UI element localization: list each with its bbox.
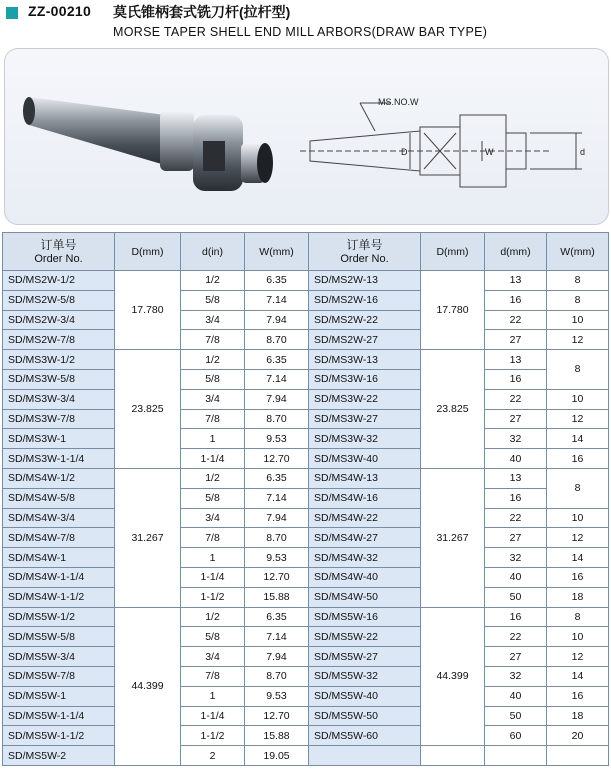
table-row	[3, 508, 609, 528]
W-cell: 8	[547, 350, 609, 390]
order-no-cell: SD/MS4W-1-1/2	[3, 587, 115, 607]
d-mm-cell: 22	[485, 310, 547, 330]
W-cell: 10	[547, 310, 609, 330]
d-mm-cell: 40	[485, 567, 547, 587]
d-in-cell: 1-1/2	[181, 726, 245, 746]
d-in-cell: 1/2	[181, 271, 245, 291]
W-cell: 7.94	[245, 508, 309, 528]
d-mm-cell: 16	[485, 488, 547, 508]
W-cell: 12	[547, 409, 609, 429]
table-header-row	[3, 233, 609, 271]
d-in-cell: 1	[181, 548, 245, 568]
D-cell: 44.399	[115, 607, 181, 765]
order-no-cell: SD/MS3W-3/4	[3, 389, 115, 409]
d-mm-cell: 40	[485, 686, 547, 706]
W-cell: 12	[547, 330, 609, 350]
order-no-cell: SD/MS2W-22	[309, 310, 421, 330]
table-row	[3, 468, 609, 488]
order-no-cell: SD/MS3W-1/2	[3, 350, 115, 370]
order-no-cell: SD/MS2W-3/4	[3, 310, 115, 330]
table-row	[3, 429, 609, 449]
order-no-cell: SD/MS3W-40	[309, 449, 421, 469]
table-row	[3, 548, 609, 568]
d-in-cell: 7/8	[181, 330, 245, 350]
W-cell: 20	[547, 726, 609, 746]
D-cell-empty	[421, 746, 485, 766]
table-row	[3, 706, 609, 726]
d-mm-cell: 22	[485, 389, 547, 409]
d-mm-cell: 16	[485, 369, 547, 389]
product-image-panel	[4, 48, 609, 225]
page-header	[0, 0, 611, 44]
d-in-cell: 2	[181, 746, 245, 766]
W-cell: 12	[547, 528, 609, 548]
title-english: MORSE TAPER SHELL END MILL ARBORS(DRAW BAR TYPE)	[113, 25, 488, 39]
table-row	[3, 587, 609, 607]
product-code: ZZ-00210	[28, 3, 92, 19]
W-cell: 16	[547, 686, 609, 706]
order-no-cell: SD/MS2W-27	[309, 330, 421, 350]
d-in-cell: 3/4	[181, 508, 245, 528]
d-mm-cell: 13	[485, 468, 547, 488]
W-cell: 12.70	[245, 567, 309, 587]
technical-drawing	[300, 97, 600, 191]
order-no-cell: SD/MS3W-1	[3, 429, 115, 449]
d-in-cell: 1-1/4	[181, 706, 245, 726]
order-no-cell: SD/MS5W-40	[309, 686, 421, 706]
order-no-cell: SD/MS3W-1-1/4	[3, 449, 115, 469]
W-cell: 7.14	[245, 290, 309, 310]
specification-table	[2, 232, 609, 766]
W-cell: 6.35	[245, 607, 309, 627]
W-cell: 18	[547, 587, 609, 607]
d-in-cell: 5/8	[181, 290, 245, 310]
W-cell: 8	[547, 468, 609, 508]
W-cell: 8	[547, 290, 609, 310]
pilot-end-shape	[257, 143, 273, 183]
W-cell: 14	[547, 666, 609, 686]
drive-key-shape	[203, 141, 225, 171]
W-cell: 10	[547, 508, 609, 528]
order-no-cell: SD/MS2W-5/8	[3, 290, 115, 310]
d-in-cell: 7/8	[181, 666, 245, 686]
W-cell: 16	[547, 449, 609, 469]
order-no-cell: SD/MS5W-1-1/2	[3, 726, 115, 746]
d-in-cell: 5/8	[181, 369, 245, 389]
W-cell: 8	[547, 607, 609, 627]
order-no-cell: SD/MS5W-5/8	[3, 627, 115, 647]
table-row	[3, 726, 609, 746]
W-cell: 7.14	[245, 488, 309, 508]
table-row	[3, 310, 609, 330]
order-no-cell: SD/MS4W-1-1/4	[3, 567, 115, 587]
W-cell: 8.70	[245, 528, 309, 548]
order-no-cell: SD/MS2W-1/2	[3, 271, 115, 291]
table-row	[3, 567, 609, 587]
W-cell: 18	[547, 706, 609, 726]
table-row	[3, 686, 609, 706]
W-cell: 7.14	[245, 627, 309, 647]
W-cell: 7.94	[245, 310, 309, 330]
d-in-cell: 1/2	[181, 607, 245, 627]
order-no-cell: SD/MS5W-1-1/4	[3, 706, 115, 726]
header-W: W(mm)	[547, 233, 609, 271]
D-cell: 23.825	[115, 350, 181, 469]
title-chinese: 莫氏锥柄套式铣刀杆(拉杆型)	[113, 4, 291, 20]
header-W: W(mm)	[245, 233, 309, 271]
d-in-cell: 3/4	[181, 647, 245, 667]
table-row	[3, 488, 609, 508]
W-cell: 7.94	[245, 647, 309, 667]
W-cell: 10	[547, 389, 609, 409]
order-no-cell: SD/MS3W-16	[309, 369, 421, 389]
W-cell	[547, 746, 609, 766]
label-ms-no-w: MS.NO.W	[378, 97, 419, 107]
order-no-cell: SD/MS5W-22	[309, 627, 421, 647]
d-mm-cell: 16	[485, 290, 547, 310]
order-no-cell: SD/MS2W-13	[309, 271, 421, 291]
W-cell: 7.14	[245, 369, 309, 389]
order-no-cell: SD/MS4W-1	[3, 548, 115, 568]
W-cell: 9.53	[245, 548, 309, 568]
header-d-mm: d(mm)	[485, 233, 547, 271]
W-cell: 6.35	[245, 468, 309, 488]
W-cell: 10	[547, 627, 609, 647]
D-cell: 17.780	[421, 271, 485, 350]
W-cell: 8.70	[245, 409, 309, 429]
order-no-cell: SD/MS4W-7/8	[3, 528, 115, 548]
header-d-in: d(in)	[181, 233, 245, 271]
order-no-cell: SD/MS5W-32	[309, 666, 421, 686]
order-no-cell: SD/MS5W-16	[309, 607, 421, 627]
order-no-cell: SD/MS5W-2	[3, 746, 115, 766]
d-mm-cell: 40	[485, 449, 547, 469]
d-in-cell: 1	[181, 429, 245, 449]
order-no-cell: SD/MS5W-7/8	[3, 666, 115, 686]
order-no-cell: SD/MS4W-1/2	[3, 468, 115, 488]
order-no-cell: SD/MS4W-40	[309, 567, 421, 587]
table-row	[3, 528, 609, 548]
table-row	[3, 389, 609, 409]
order-no-cell: SD/MS3W-22	[309, 389, 421, 409]
d-in-cell: 7/8	[181, 409, 245, 429]
order-no-cell: SD/MS4W-22	[309, 508, 421, 528]
order-no-cell: SD/MS2W-7/8	[3, 330, 115, 350]
header-D: D(mm)	[421, 233, 485, 271]
table-row	[3, 746, 609, 766]
d-in-cell: 1/2	[181, 468, 245, 488]
order-no-cell: SD/MS5W-1/2	[3, 607, 115, 627]
header-order-no: 订单号 Order No.	[309, 233, 421, 271]
W-cell: 19.05	[245, 746, 309, 766]
W-cell: 9.53	[245, 429, 309, 449]
order-no-cell: SD/MS4W-16	[309, 488, 421, 508]
drawing-leader-line	[360, 103, 375, 131]
W-cell: 6.35	[245, 350, 309, 370]
d-mm-cell: 27	[485, 409, 547, 429]
W-cell: 14	[547, 548, 609, 568]
W-cell: 6.35	[245, 271, 309, 291]
d-mm-cell: 13	[485, 350, 547, 370]
header-D: D(mm)	[115, 233, 181, 271]
D-cell: 44.399	[421, 607, 485, 746]
W-cell: 16	[547, 567, 609, 587]
d-mm-cell: 60	[485, 726, 547, 746]
header-order-no: 订单号 Order No.	[3, 233, 115, 271]
d-in-cell: 7/8	[181, 528, 245, 548]
table-row	[3, 449, 609, 469]
table-body	[3, 271, 609, 766]
order-no-cell: SD/MS3W-27	[309, 409, 421, 429]
d-mm-cell: 50	[485, 587, 547, 607]
order-no-cell: SD/MS2W-16	[309, 290, 421, 310]
table-row	[3, 607, 609, 627]
d-mm-cell: 22	[485, 627, 547, 647]
W-cell: 7.94	[245, 389, 309, 409]
d-in-cell: 1-1/2	[181, 587, 245, 607]
d-in-cell: 1-1/4	[181, 567, 245, 587]
order-no-cell: SD/MS3W-5/8	[3, 369, 115, 389]
d-mm-cell: 32	[485, 666, 547, 686]
order-no-cell	[309, 746, 421, 766]
order-no-cell: SD/MS3W-7/8	[3, 409, 115, 429]
W-cell: 14	[547, 429, 609, 449]
d-mm-cell: 27	[485, 528, 547, 548]
D-cell: 23.825	[421, 350, 485, 469]
order-no-cell: SD/MS5W-60	[309, 726, 421, 746]
order-no-cell: SD/MS5W-50	[309, 706, 421, 726]
arbor-photo	[15, 59, 285, 219]
W-cell: 12.70	[245, 706, 309, 726]
order-no-cell: SD/MS4W-32	[309, 548, 421, 568]
order-no-cell: SD/MS3W-32	[309, 429, 421, 449]
d-in-cell: 3/4	[181, 310, 245, 330]
W-cell: 15.88	[245, 587, 309, 607]
D-cell: 17.780	[115, 271, 181, 350]
D-cell: 31.267	[115, 468, 181, 607]
collar-shape	[160, 111, 194, 171]
d-mm-cell: 32	[485, 548, 547, 568]
label-D: D	[401, 147, 408, 157]
order-no-cell: SD/MS4W-27	[309, 528, 421, 548]
d-mm-cell: 16	[485, 607, 547, 627]
label-d: d	[580, 147, 586, 157]
order-no-cell: SD/MS5W-3/4	[3, 647, 115, 667]
table-row	[3, 409, 609, 429]
table-row	[3, 666, 609, 686]
d-mm-cell: 32	[485, 429, 547, 449]
table-row	[3, 271, 609, 291]
specification-table-wrap	[2, 232, 608, 766]
d-mm-cell: 13	[485, 271, 547, 291]
d-mm-cell: 50	[485, 706, 547, 726]
code-marker-icon	[6, 7, 18, 19]
W-cell: 8.70	[245, 666, 309, 686]
d-mm-cell	[485, 746, 547, 766]
order-no-cell: SD/MS4W-5/8	[3, 488, 115, 508]
order-no-cell: SD/MS5W-27	[309, 647, 421, 667]
d-in-cell: 3/4	[181, 389, 245, 409]
W-cell: 12	[547, 647, 609, 667]
W-cell: 8.70	[245, 330, 309, 350]
W-cell: 8	[547, 271, 609, 291]
W-cell: 12.70	[245, 449, 309, 469]
W-cell: 15.88	[245, 726, 309, 746]
d-in-cell: 1/2	[181, 350, 245, 370]
W-cell: 9.53	[245, 686, 309, 706]
d-mm-cell: 27	[485, 647, 547, 667]
d-in-cell: 1-1/4	[181, 449, 245, 469]
order-no-cell: SD/MS5W-1	[3, 686, 115, 706]
order-no-cell: SD/MS4W-13	[309, 468, 421, 488]
d-mm-cell: 27	[485, 330, 547, 350]
table-row	[3, 647, 609, 667]
d-in-cell: 5/8	[181, 627, 245, 647]
table-row	[3, 330, 609, 350]
d-in-cell: 5/8	[181, 488, 245, 508]
d-in-cell: 1	[181, 686, 245, 706]
table-row	[3, 290, 609, 310]
D-cell: 31.267	[421, 468, 485, 607]
d-mm-cell: 22	[485, 508, 547, 528]
label-W: W	[485, 147, 494, 157]
order-no-cell: SD/MS4W-3/4	[3, 508, 115, 528]
table-row	[3, 627, 609, 647]
table-row	[3, 369, 609, 389]
shank-end-shape	[23, 97, 35, 125]
taper-shank-shape	[29, 97, 165, 165]
table-row	[3, 350, 609, 370]
order-no-cell: SD/MS3W-13	[309, 350, 421, 370]
order-no-cell: SD/MS4W-50	[309, 587, 421, 607]
